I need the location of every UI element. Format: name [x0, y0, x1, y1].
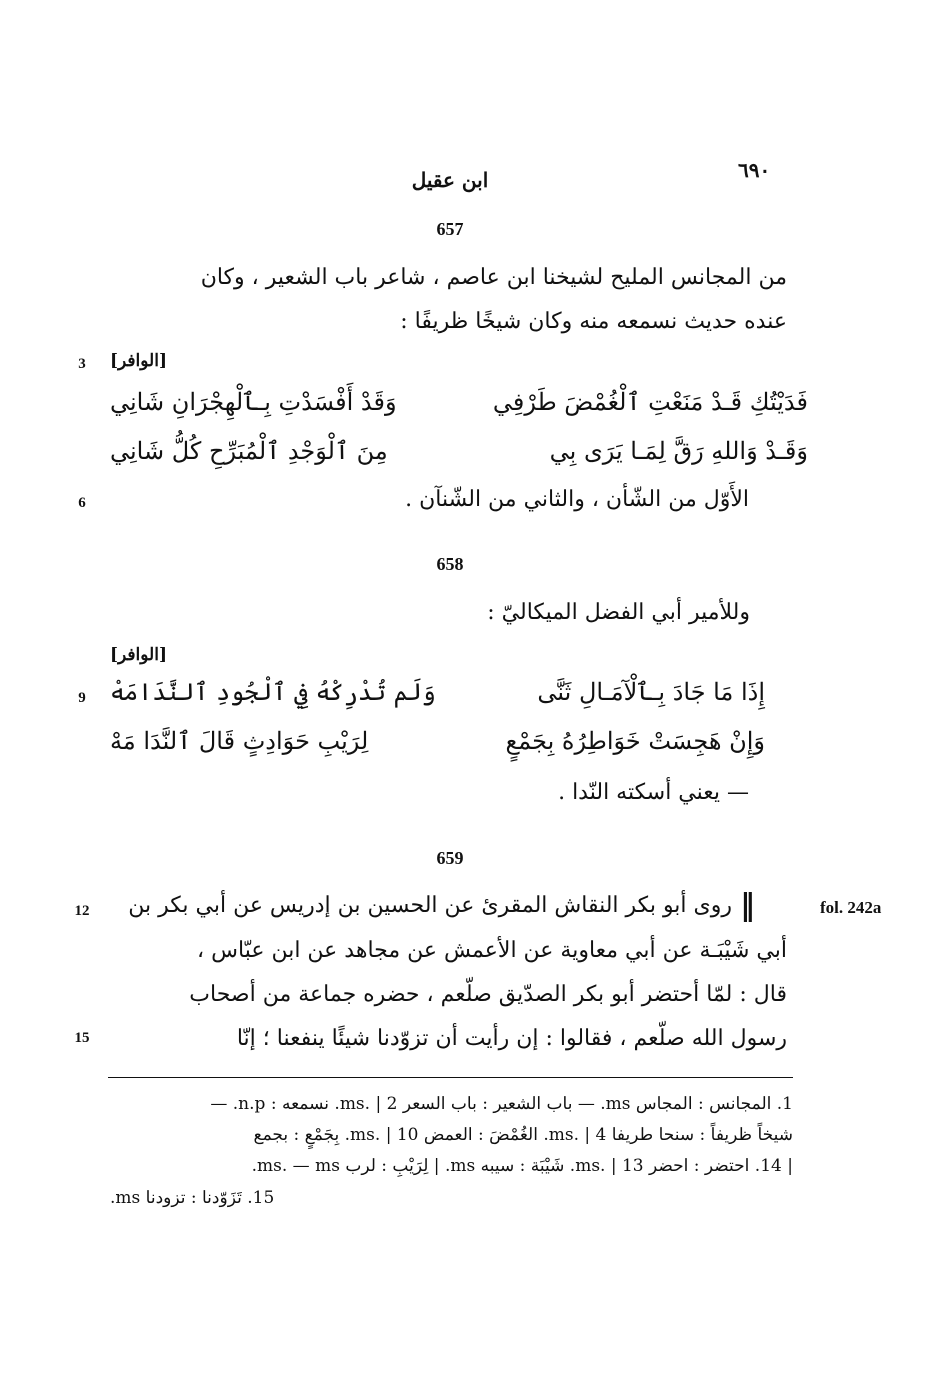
section-659-line-4: رسول الله صلّعم ، فقالوا : إن رأيت أن تزوّدنا شيئًا ينفعنا ؛ إنّا	[236, 1026, 787, 1051]
folio-division-marker: ‖	[740, 888, 755, 923]
verse-657-2-first-hemistich: وَقَـدْ وَاللهِ رَقَّ لِمَـا يَرَى بِي	[549, 437, 808, 465]
section-657-meter: [الوافر]	[110, 351, 168, 371]
section-657-intro-line-2: عنده حديث نسمعه منه وكان شيخًا ظريفًا :	[400, 309, 787, 334]
section-659-line-2: أبي شَيْبَـة عن أبي معاوية عن الأعمش عن مجاهد عن ابن عبّاس ،	[197, 938, 787, 963]
footnote-line-4: 15. تَزَوّدنا : تزودنا ms.	[110, 1188, 275, 1208]
line-number-9: 9	[78, 690, 86, 706]
verse-658-2-first-hemistich: وَإِنْ هَجِسَتْ خَوَاطِرُهُ بِجَمْعٍ	[505, 727, 765, 755]
folio-marker: fol. 242a	[820, 898, 882, 917]
footnote-line-3: | 14. احتضر : احضر ms. | 13. شَيْبَة : سيبه ms. | لِرَيْبِ : لرب ms. — ms.	[251, 1156, 793, 1176]
section-659-line-3: قال : لمّا أحتضر أبو بكر الصدّيق صلّعم ، حضره جماعة من أصحاب	[189, 982, 787, 1007]
verse-658-1-first-hemistich: إِذَا مَا جَادَ بِـٱلْآمَـالِ ثَنَّى	[537, 678, 765, 706]
section-658-note: — يعني أسكته النّدا .	[558, 780, 749, 805]
section-658-intro: وللأمير أبي الفضل الميكاليّ :	[487, 600, 750, 625]
section-657-intro-line-1: من المجانس المليح لشيخنا ابن عاصم ، شاعر باب الشعير ، وكان	[200, 265, 787, 290]
page-number: ٦٩٠	[738, 158, 771, 182]
section-number-658: 658	[436, 554, 464, 574]
verse-657-1-first-hemistich: فَدَيْتُكِ قَـدْ مَنَعْتِ ٱلْغُمْضَ طَرْفِي	[492, 388, 808, 416]
section-658-meter: [الوافر]	[110, 645, 168, 665]
section-657-note: الأَوّل من الشّأن ، والثاني من الشّنآن .	[405, 487, 749, 512]
section-number-657: 657	[436, 219, 464, 239]
footnote-rule	[108, 1077, 793, 1078]
verse-657-2-second-hemistich: مِنَ ٱلْوَجْدِ ٱلْمُبَرِّحِ كُلُّ شَانِي	[110, 437, 388, 465]
line-number-12: 12	[74, 903, 90, 919]
footnote-line-2: شيخاً ظريفاً : سنحا طريفا ms. | 4. الغُمْضَ : العمض ms. | 10. بِجَمْعٍ : بجمع	[253, 1125, 793, 1145]
verse-658-1-second-hemistich: وَلَم تُدْرِكْهُ فِي ٱلْجُودِ ٱلنَّدَامَهْ	[110, 678, 436, 706]
line-number-15: 15	[74, 1030, 90, 1046]
line-number-6: 6	[78, 495, 86, 511]
line-number-3: 3	[78, 356, 86, 372]
running-title: ابن عقيل	[411, 168, 489, 192]
section-659-line-1: روى أبو بكر النقاش المقرئ عن الحسين بن إدريس عن أبي بكر بن	[128, 893, 732, 918]
section-number-659: 659	[436, 848, 464, 868]
verse-658-2-second-hemistich: لِرَيْبِ حَوَادِثٍ قَالَ ٱلنَّدَا مَهْ	[110, 727, 369, 755]
footnote-line-1: 1. المجانس : المجاس ms. — باب الشعير : باب السعر ms. | 2. نسمعه : n.p. —	[210, 1094, 793, 1114]
verse-657-1-second-hemistich: وَقَدْ أَفْسَدْتِ بِـٱلْهِجْرَانِ شَانِي	[110, 388, 397, 416]
